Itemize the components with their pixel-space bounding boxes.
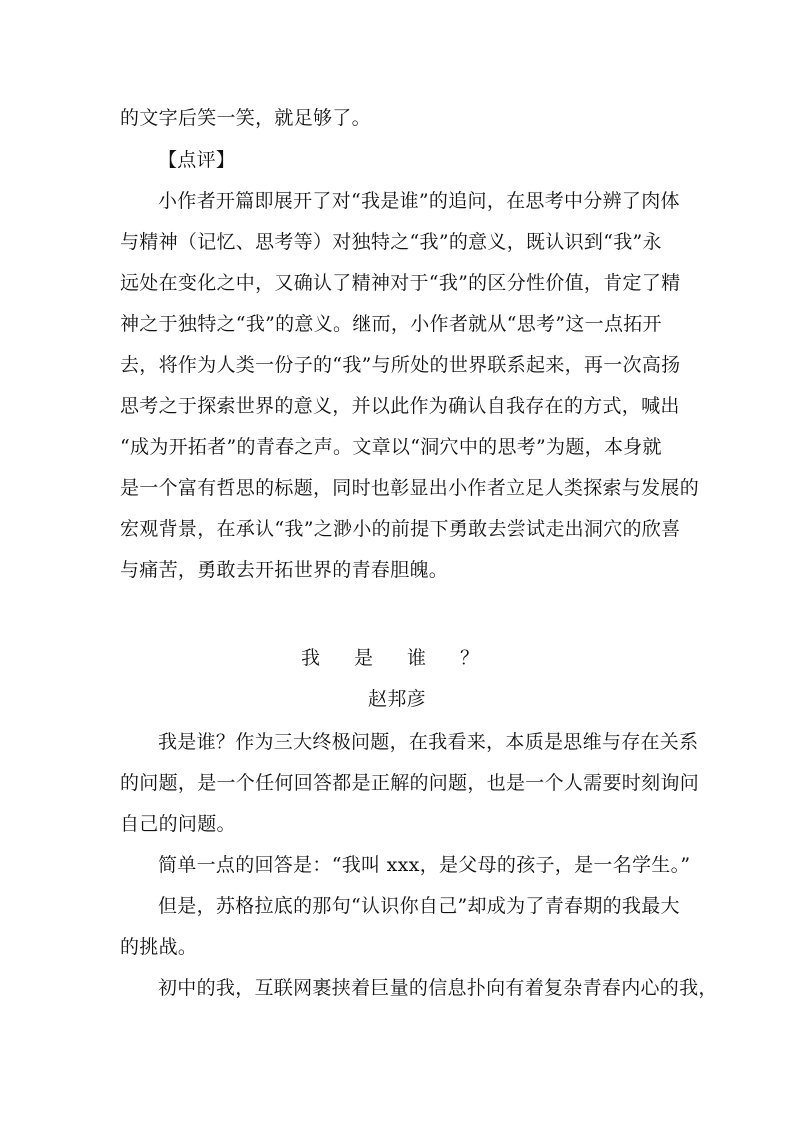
paragraph-line: 神之于独特之“我”的意义。继而，小作者就从“思考”这一点拓开	[120, 313, 662, 335]
paragraph-line: 远处在变化之中，又确认了精神对于“我”的区分性价值，肯定了精	[120, 272, 681, 294]
paragraph-line: 与痛苦，勇敢去开拓世界的青春胆魄。	[120, 559, 449, 581]
paragraph-line: 但是，苏格拉底的那句“认识你自己”却成为了青春期的我最大	[158, 895, 680, 917]
paragraph-line: 小作者开篇即展开了对“我是谁”的追问，在思考中分辨了肉体	[158, 190, 680, 212]
paragraph-line: 的挑战。	[120, 936, 198, 958]
paragraph-line: 我是谁？作为三大终极问题，在我看来，本质是思维与存在关系	[158, 731, 699, 753]
paragraph-line: 宏观背景，在承认“我”之渺小的前提下勇敢去尝试走出洞穴的欣喜	[120, 518, 681, 540]
comment-heading: 【点评】	[158, 149, 236, 171]
paragraph-line: 的问题，是一个任何回答都是正解的问题，也是一个人需要时刻询问	[120, 772, 700, 794]
paragraph-line: 是一个富有哲思的标题，同时也彰显出小作者立足人类探索与发展的	[120, 477, 700, 499]
paragraph-line: 思考之于探索世界的意义，并以此作为确认自我存在的方式，喊出	[120, 395, 680, 417]
essay-author: 赵邦彦	[368, 688, 426, 710]
paragraph-line: 自己的问题。	[120, 813, 236, 835]
paragraph-line: “成为开拓者”的青春之声。文章以“洞穴中的思考”为题，本身就	[120, 436, 662, 458]
paragraph-line: 去，将作为人类一份子的“我”与所处的世界联系起来，再一次高扬	[120, 354, 681, 376]
paragraph-line: 简单一点的回答是：“我叫 xxx，是父母的孩子，是一名学生。”	[158, 854, 691, 876]
essay-title: 我 是 谁 ？	[300, 647, 494, 669]
paragraph-line: 的文字后笑一笑，就足够了。	[120, 107, 371, 129]
paragraph-line: 初中的我，互联网裹挟着巨量的信息扑向有着复杂青春内心的我，	[158, 977, 718, 999]
paragraph-line: 与精神（记忆、思考等）对独特之“我”的意义，既认识到“我”永	[120, 231, 662, 253]
